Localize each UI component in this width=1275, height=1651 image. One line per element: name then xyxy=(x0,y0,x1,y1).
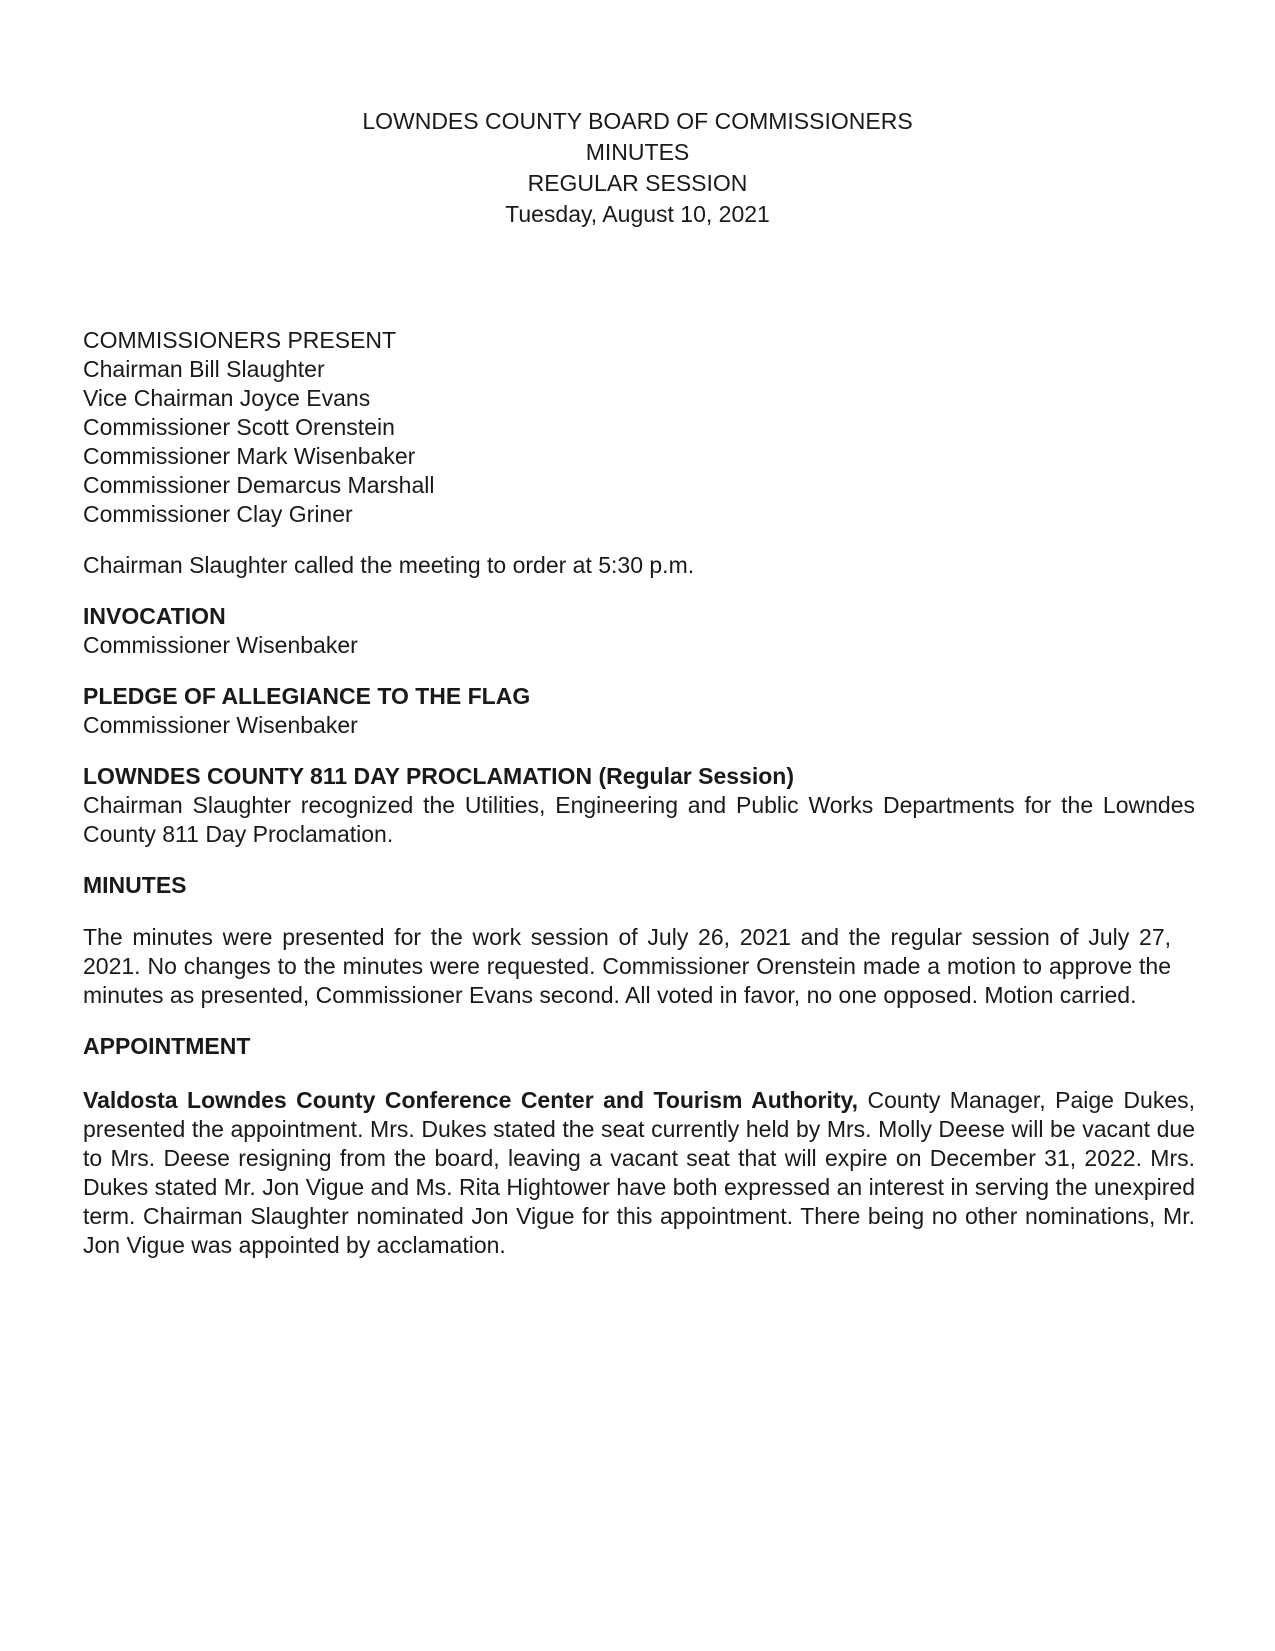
minutes-section xyxy=(83,871,1195,1010)
appointment-paragraph xyxy=(83,1086,1195,1260)
header-document-type: MINUTES xyxy=(585,139,690,165)
header-meeting-date: Tuesday, August 10, 2021 xyxy=(505,201,770,227)
pledge-text: Commissioner Wisenbaker xyxy=(83,712,358,738)
invocation-text: Commissioner Wisenbaker xyxy=(83,632,358,658)
invocation-section xyxy=(83,602,1195,660)
appointment-text: County Manager, Paige Dukes, presented the appointment. Mrs. Dukes stated the seat currently held by Mrs. Molly Deese will be vacant due to Mrs. Deese resigning from the board, leaving a vacant seat that will expire on December 31, 2022. Mrs. Dukes stated Mr. Jon Vigue and Ms. Rita Hightower have both expressed an interest in serving the unexpired term. Chairman Slaughter nominated Jon Vigue for this appointment. There being no other nominations, Mr. Jon Vigue was appointed by acclamation. xyxy=(83,1087,1195,1258)
header-session-type: REGULAR SESSION xyxy=(527,170,748,196)
pledge-section xyxy=(83,682,1195,740)
member-list-item: Commissioner Mark Wisenbaker xyxy=(83,443,416,469)
member-list-item: Vice Chairman Joyce Evans xyxy=(83,385,371,411)
appointment-section xyxy=(83,1032,1195,1260)
minutes-text: The minutes were presented for the work session of July 26, 2021 and the regular session of July 27, 2021. No changes to the minutes were requested. Commissioner Orenstein made a motion to approve the minutes as presented, Commissioner Evans second. All voted in favor, no one opposed. Motion carried. xyxy=(83,924,1171,1008)
document-header xyxy=(0,106,1275,230)
invocation-heading: INVOCATION xyxy=(83,603,226,629)
call-to-order-text: Chairman Slaughter called the meeting to order at 5:30 p.m. xyxy=(83,552,695,578)
commissioners-present-heading: COMMISSIONERS PRESENT xyxy=(83,327,397,353)
member-list-item: Chairman Bill Slaughter xyxy=(83,356,325,382)
header-board-name: LOWNDES COUNTY BOARD OF COMMISSIONERS xyxy=(362,108,913,134)
commissioners-present-section xyxy=(83,326,1195,529)
proclamation-section xyxy=(83,762,1195,849)
member-list-item: Commissioner Clay Griner xyxy=(83,501,353,527)
appointment-authority-name: Valdosta Lowndes County Conference Center and Tourism Authority, xyxy=(83,1087,858,1113)
proclamation-text: Chairman Slaughter recognized the Utilities, Engineering and Public Works Departments for the Lowndes County 811 Day Proclamation. xyxy=(83,792,1195,847)
pledge-heading: PLEDGE OF ALLEGIANCE TO THE FLAG xyxy=(83,683,531,709)
proclamation-heading: LOWNDES COUNTY 811 DAY PROCLAMATION (Regular Session) xyxy=(83,763,794,789)
appointment-heading: APPOINTMENT xyxy=(83,1033,251,1059)
member-list-item: Commissioner Demarcus Marshall xyxy=(83,472,435,498)
minutes-heading: MINUTES xyxy=(83,872,187,898)
member-list-item: Commissioner Scott Orenstein xyxy=(83,414,395,440)
document-body xyxy=(83,326,1195,1260)
